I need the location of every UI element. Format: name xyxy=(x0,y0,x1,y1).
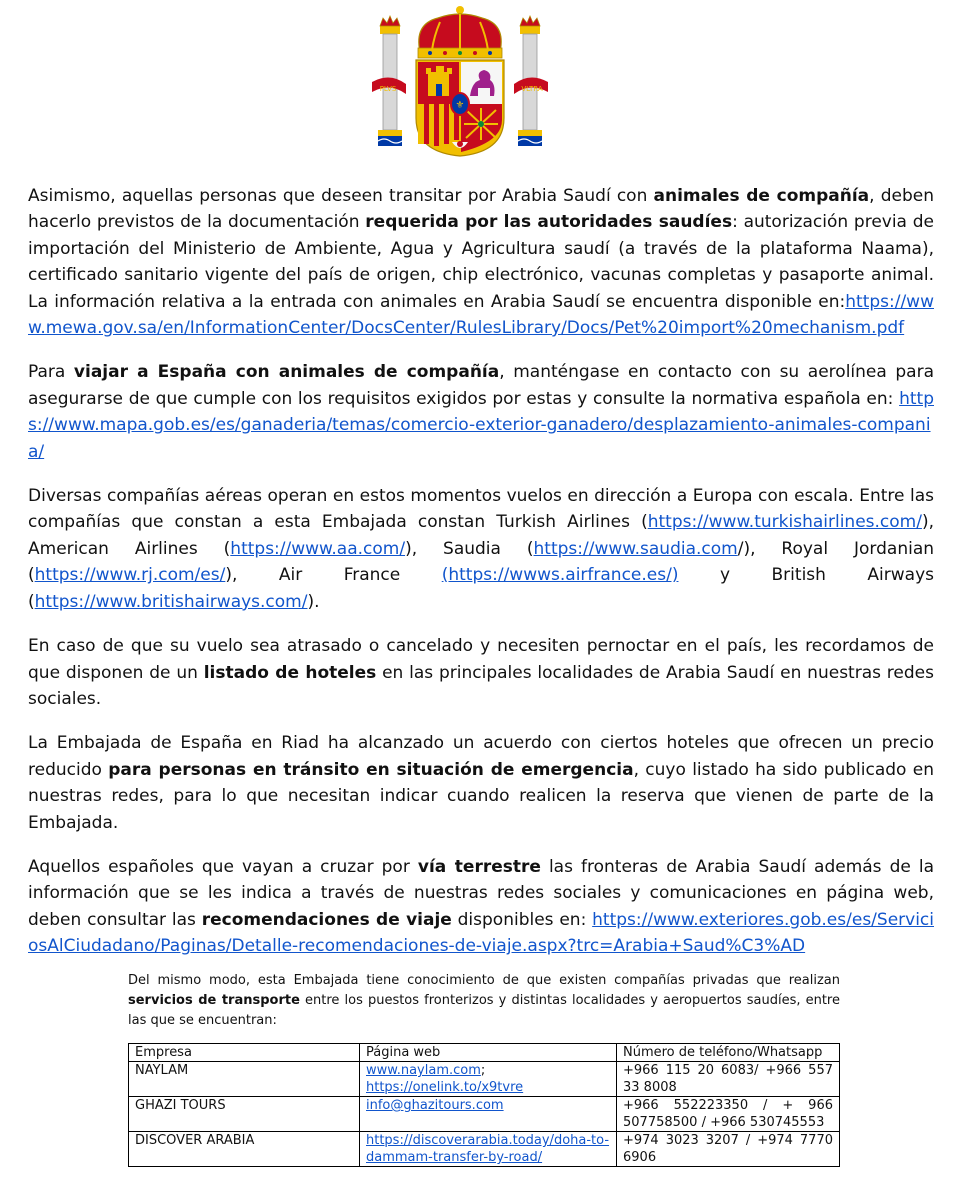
exteriores-link[interactable]: https://www.exteriores.gob.es/es/ServiciosAlCiudadano/Paginas/Detalle-recomendaciones-de-viaje.aspx?trc=Arabia+Saud%C3%AD xyxy=(28,909,934,957)
american-airlines-link[interactable]: https://www.aa.com/ xyxy=(230,538,406,559)
cell-web xyxy=(360,1132,617,1167)
paragraph-transport: Del mismo modo, esta Embajada tiene conocimiento de que existen compañías privadas que realizan servicios de transporte entre los puestos fronterizos y distintas localidades y aeropuertos saudíes, entre las que se encuentran: xyxy=(128,973,840,1028)
paragraph-pets-spain: Para viajar a España con animales de compañía, manténgase en contacto con su aerolínea para asegurarse de que cumple con los requisitos exigidos por estas y consulte la normativa española en: https://www.mapa.gob.es/es/ganaderia/temas/comercio-exterior-ganadero/desplazamiento-animales-compania/ xyxy=(28,362,935,462)
shield xyxy=(416,60,504,156)
paragraph-emergency-hotels: La Embajada de España en Riad ha alcanzado un acuerdo con ciertos hoteles que ofrecen un precio reducido para personas en tránsito en situación de emergencia, cuyo listado ha sido publicado en nuestras redes, para lo que necesitan indicar cuando realicen la reserva que vienen de parte de la Embajada. xyxy=(28,733,934,833)
header-empresa: Empresa xyxy=(129,1044,360,1062)
table-row xyxy=(129,1132,840,1167)
ghazi-email-link[interactable]: info@ghazitours.com xyxy=(366,1098,504,1113)
air-france-link[interactable]: (https://wwws.airfrance.es/) xyxy=(441,565,679,586)
table-row xyxy=(129,1097,840,1132)
mapa-link[interactable]: https://www.mapa.gob.es/es/ganaderia/temas/comercio-exterior-ganadero/desplazamiento-animales-compania/ xyxy=(28,388,934,462)
spain-coat-of-arms-icon xyxy=(370,4,550,160)
paragraph-airlines: Diversas compañías aéreas operan en estos momentos vuelos en dirección a Europa con escala. Entre las compañías que constan a esta Embajada constan Turkish Airlines (https://www.turkishairlines.com/), American Airlines (https://www.aa.com/), Saudia (https://www.saudia.com/), Royal Jordanian (https://www.rj.com/es/), Air France (https://wwws.airfrance.es/) y British Airways (https://www.britishairways.com/). xyxy=(28,486,935,612)
cell-web xyxy=(360,1097,617,1132)
cell-empresa: GHAZI TOURS xyxy=(129,1097,360,1132)
table-header-row xyxy=(129,1044,840,1062)
paragraph-hotels: En caso de que su vuelo sea atrasado o cancelado y necesiten pernoctar en el país, les recordamos de que disponen de un listado de hoteles en las principales localidades de Arabia Saudí en nuestras redes sociales. xyxy=(28,636,934,709)
ribbon-right-text: VLTRA xyxy=(521,85,543,93)
naylam-link[interactable]: www.naylam.com xyxy=(366,1063,481,1078)
cell-telefono: +966 115 20 6083/ +966 557 33 8008 xyxy=(617,1062,840,1097)
royal-jordanian-link[interactable]: https://www.rj.com/es/ xyxy=(34,565,226,586)
transport-companies-table xyxy=(128,1043,840,1167)
royal-crown xyxy=(418,6,502,58)
header-telefono: Número de teléfono/Whatsapp xyxy=(617,1044,840,1062)
onelink-link[interactable]: https://onelink.to/x9tvre xyxy=(366,1080,524,1095)
discoverarabia-link[interactable]: https://discoverarabia.today/doha-to-dammam-transfer-by-road/ xyxy=(366,1133,610,1165)
mewa-link[interactable]: https://www.mewa.gov.sa/en/InformationCenter/DocsCenter/RulesLibrary/Docs/Pet%20import%20mechanism.pdf xyxy=(28,291,934,339)
svg-text:⚜: ⚜ xyxy=(455,100,465,111)
ribbon-left-text: PLVS xyxy=(379,85,397,93)
british-airways-link[interactable]: https://www.britishairways.com/ xyxy=(34,591,308,612)
table-row xyxy=(129,1062,840,1097)
cell-empresa: NAYLAM xyxy=(129,1062,360,1097)
paragraph-land-travel: Aquellos españoles que vayan a cruzar por vía terrestre las fronteras de Arabia Saudí además de la información que se les indica a través de nuestras redes sociales y comunicaciones en página web, deben consultar las recomendaciones de viaje disponibles en: https://www.exteriores.gob.es/es/ServiciosAlCiudadano/Paginas/Detalle-recomendaciones-de-viaje.aspx?trc=Arabia+Saud%C3%AD xyxy=(28,856,934,957)
turkish-airlines-link[interactable]: https://www.turkishairlines.com/ xyxy=(647,512,922,533)
transport-intro xyxy=(128,971,840,1031)
cell-telefono: +966 552223350 / + 966 507758500 / +966 530745553 xyxy=(617,1097,840,1132)
paragraph-pets-transit: Asimismo, aquellas personas que deseen transitar por Arabia Saudí con animales de compañía, deben hacerlo previstos de la documentación requerida por las autoridades saudíes: autorización previa de importación del Ministerio de Ambiente, Agua y Agricultura saudí (a través de la plataforma Naama), certificado sanitario vigente del país de origen, chip electrónico, vacunas completas y pasaporte animal. La información relativa a la entrada con animales en Arabia Saudí se encuentra disponible en:https://www.mewa.gov.sa/en/InformationCenter/DocsCenter/RulesLibrary/Docs/Pet%20import%20mechanism.pdf xyxy=(28,186,935,339)
saudia-link[interactable]: https://www.saudia.com xyxy=(533,538,738,559)
cell-empresa: DISCOVER ARABIA xyxy=(129,1132,360,1167)
cell-web: www.naylam.com; https://onelink.to/x9tvre xyxy=(360,1062,617,1097)
header-pagina-web: Página web xyxy=(360,1044,617,1062)
main-content xyxy=(28,183,934,960)
cell-telefono: +974 3023 3207 / +974 7770 6906 xyxy=(617,1132,840,1167)
